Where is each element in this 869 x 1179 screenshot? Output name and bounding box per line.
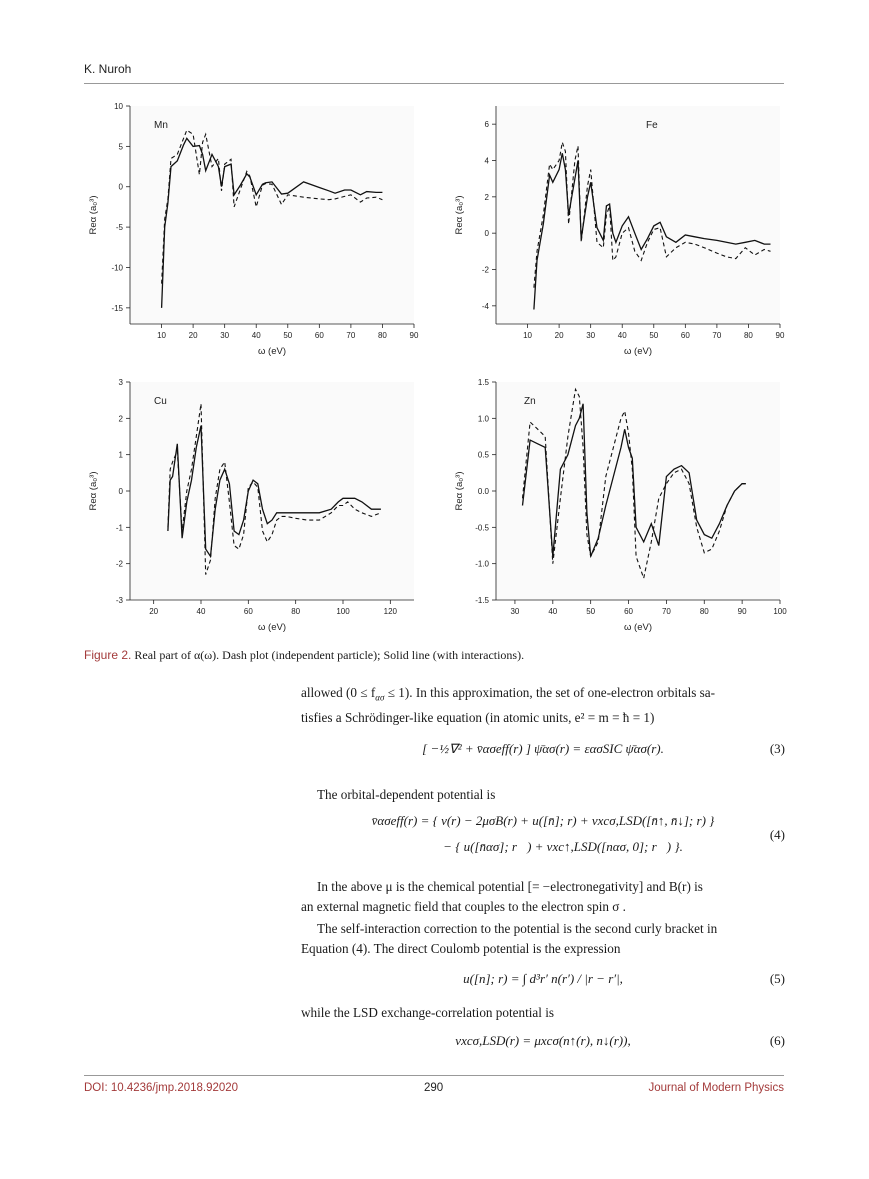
x-tick-label: 70 <box>346 331 356 340</box>
panel-element-label: Mn <box>154 120 168 131</box>
chart-zn <box>450 374 790 646</box>
plot-area <box>130 106 414 324</box>
paragraph-allowed <box>301 683 785 728</box>
y-tick-label: -2 <box>115 559 123 569</box>
x-tick-label: 10 <box>523 331 533 340</box>
x-tick-label: 30 <box>510 607 520 616</box>
equation-4-line2: − { u([n̄ασ]; r⃗) + vxc↑,LSD([nασ, 0]; r⃗) }. <box>443 839 683 854</box>
para1-subscript: ασ <box>375 692 385 703</box>
figure-caption-text: Real part of α(ω). Dash plot (independent particle); Solid line (with interactions). <box>134 648 525 662</box>
x-tick-label: 60 <box>243 607 253 616</box>
footer-journal: Journal of Modern Physics <box>648 1082 784 1094</box>
y-tick-label: 2 <box>118 414 123 424</box>
x-tick-label: 20 <box>554 331 564 340</box>
running-header-author: K. Nuroh <box>84 62 132 76</box>
chart-panel-zn <box>450 374 790 646</box>
chart-fe <box>450 98 790 370</box>
x-tick-label: 10 <box>157 331 167 340</box>
paragraph-orbital-dependent <box>301 785 785 805</box>
chart-panel-mn <box>84 98 424 370</box>
equation-6-text: vxcσ,LSD(r) = μxcσ(n↑(r), n↓(r)), <box>455 1033 631 1048</box>
panel-element-label: Zn <box>524 396 536 407</box>
y-axis-label: Reα (a₀³) <box>88 195 99 235</box>
paragraph-lsd <box>301 1003 785 1023</box>
x-tick-label: 90 <box>775 331 785 340</box>
x-axis-label: ω (eV) <box>257 346 287 357</box>
chart-panel-fe <box>450 98 790 370</box>
footer-divider <box>84 1075 784 1076</box>
figure-caption <box>84 648 784 663</box>
y-tick-label: -4 <box>481 301 489 311</box>
para3-text-b: an external magnetic field that couples to the electron spin σ . <box>301 899 626 914</box>
x-tick-label: 50 <box>586 607 596 616</box>
chart-panel-cu <box>84 374 424 646</box>
y-tick-label: 0.5 <box>477 450 489 460</box>
x-tick-label: 80 <box>743 331 753 340</box>
para4-text-b: Equation (4). The direct Coulomb potential is the expression <box>301 941 621 956</box>
y-tick-label: 6 <box>484 120 489 130</box>
x-tick-label: 80 <box>699 607 709 616</box>
x-tick-label: 50 <box>283 331 293 340</box>
y-tick-label: 3 <box>118 378 123 387</box>
chart-mn <box>84 98 424 370</box>
x-tick-label: 30 <box>220 331 230 340</box>
y-tick-label: -2 <box>481 265 489 275</box>
y-tick-label: -15 <box>111 303 123 313</box>
y-tick-label: -1.0 <box>475 559 489 569</box>
x-tick-label: 40 <box>617 331 627 340</box>
equation-3 <box>301 741 785 757</box>
para1-text-b: ≤ 1). In this approximation, the set of one-electron orbitals sa- <box>384 685 716 700</box>
para5-text: while the LSD exchange-correlation potential is <box>301 1005 555 1020</box>
y-tick-label: -0.5 <box>475 523 489 533</box>
y-tick-label: 1 <box>118 450 123 460</box>
equation-5-text: u([n]; r) = ∫ d³r′ n(r′) / |r − r′|, <box>463 971 623 986</box>
x-tick-label: 60 <box>624 607 633 616</box>
y-tick-label: 4 <box>484 156 489 166</box>
y-tick-label: -10 <box>111 263 123 273</box>
x-tick-label: 100 <box>773 607 787 616</box>
y-tick-label: 2 <box>484 192 489 202</box>
x-tick-label: 40 <box>196 607 206 616</box>
equation-3-text: [ −½∇² + v̄ασeff(r) ] ψ̄ασ(r) = εασSIC ψ̄ασ(r). <box>422 741 664 756</box>
x-tick-label: 100 <box>336 607 350 616</box>
y-tick-label: 5 <box>118 142 123 152</box>
equation-4-number: (4) <box>769 827 785 842</box>
x-tick-label: 50 <box>649 331 659 340</box>
x-tick-label: 20 <box>149 607 159 616</box>
plot-area <box>496 106 780 324</box>
x-tick-label: 80 <box>291 607 301 616</box>
x-tick-label: 90 <box>737 607 747 616</box>
equation-5 <box>301 971 785 987</box>
y-tick-label: -5 <box>115 223 123 233</box>
footer-doi: DOI: 10.4236/jmp.2018.92020 <box>84 1082 239 1094</box>
para4-text-a: The self-interaction correction to the potential is the second curly bracket in <box>317 921 718 936</box>
y-tick-label: -1.5 <box>475 596 489 605</box>
para3-text-a: In the above μ is the chemical potential [= −electronegativity] and B(r) is <box>317 879 703 894</box>
para1-text-a: allowed (0 ≤ f <box>301 685 376 700</box>
paragraph-self-interaction <box>301 919 785 959</box>
para2-text: The orbital-dependent potential is <box>317 787 496 802</box>
chart-cu <box>84 374 424 646</box>
y-tick-label: 1.5 <box>477 378 489 387</box>
y-tick-label: 10 <box>114 102 123 111</box>
x-tick-label: 20 <box>188 331 198 340</box>
footer-page-number: 290 <box>424 1082 444 1094</box>
y-axis-label: Reα (a₀³) <box>454 471 465 511</box>
x-axis-label: ω (eV) <box>257 622 287 633</box>
plot-area <box>496 382 780 600</box>
x-tick-label: 80 <box>377 331 387 340</box>
x-tick-label: 30 <box>586 331 596 340</box>
y-tick-label: -3 <box>115 596 123 605</box>
equation-5-number: (5) <box>769 971 785 986</box>
x-axis-label: ω (eV) <box>623 346 653 357</box>
y-axis-label: Reα (a₀³) <box>88 471 99 511</box>
equation-4-line1: v̄ασeff(r) = { v(r) − 2μσB(r) + u([n̄]; r) + vxcσ,LSD([n̄↑, n̄↓]; r) } <box>371 813 715 828</box>
x-tick-label: 70 <box>661 607 671 616</box>
y-axis-label: Reα (a₀³) <box>454 195 465 235</box>
paragraph-chemical-potential <box>301 877 785 917</box>
x-tick-label: 60 <box>314 331 324 340</box>
y-tick-label: 0 <box>118 182 123 192</box>
plot-area <box>130 382 414 600</box>
figure-label: Figure 2. <box>84 648 132 662</box>
y-tick-label: 1.0 <box>477 414 489 424</box>
y-tick-label: -1 <box>115 523 123 533</box>
para1-text-c: tisfies a Schrödinger-like equation (in atomic units, e² = m = ħ = 1) <box>301 709 655 725</box>
equation-6-number: (6) <box>769 1033 785 1048</box>
y-tick-label: 0.0 <box>477 487 489 496</box>
panel-element-label: Fe <box>646 120 658 131</box>
header-divider <box>84 83 784 84</box>
y-tick-label: 0 <box>118 487 123 496</box>
x-tick-label: 70 <box>712 331 722 340</box>
equation-3-number: (3) <box>769 741 785 756</box>
x-tick-label: 60 <box>680 331 690 340</box>
y-tick-label: 0 <box>484 229 489 239</box>
x-axis-label: ω (eV) <box>623 622 653 633</box>
x-tick-label: 40 <box>548 607 558 616</box>
equation-6 <box>301 1033 785 1049</box>
equation-4 <box>301 813 785 855</box>
x-tick-label: 40 <box>251 331 261 340</box>
x-tick-label: 120 <box>383 607 398 616</box>
x-tick-label: 90 <box>409 331 419 340</box>
panel-element-label: Cu <box>154 396 167 407</box>
